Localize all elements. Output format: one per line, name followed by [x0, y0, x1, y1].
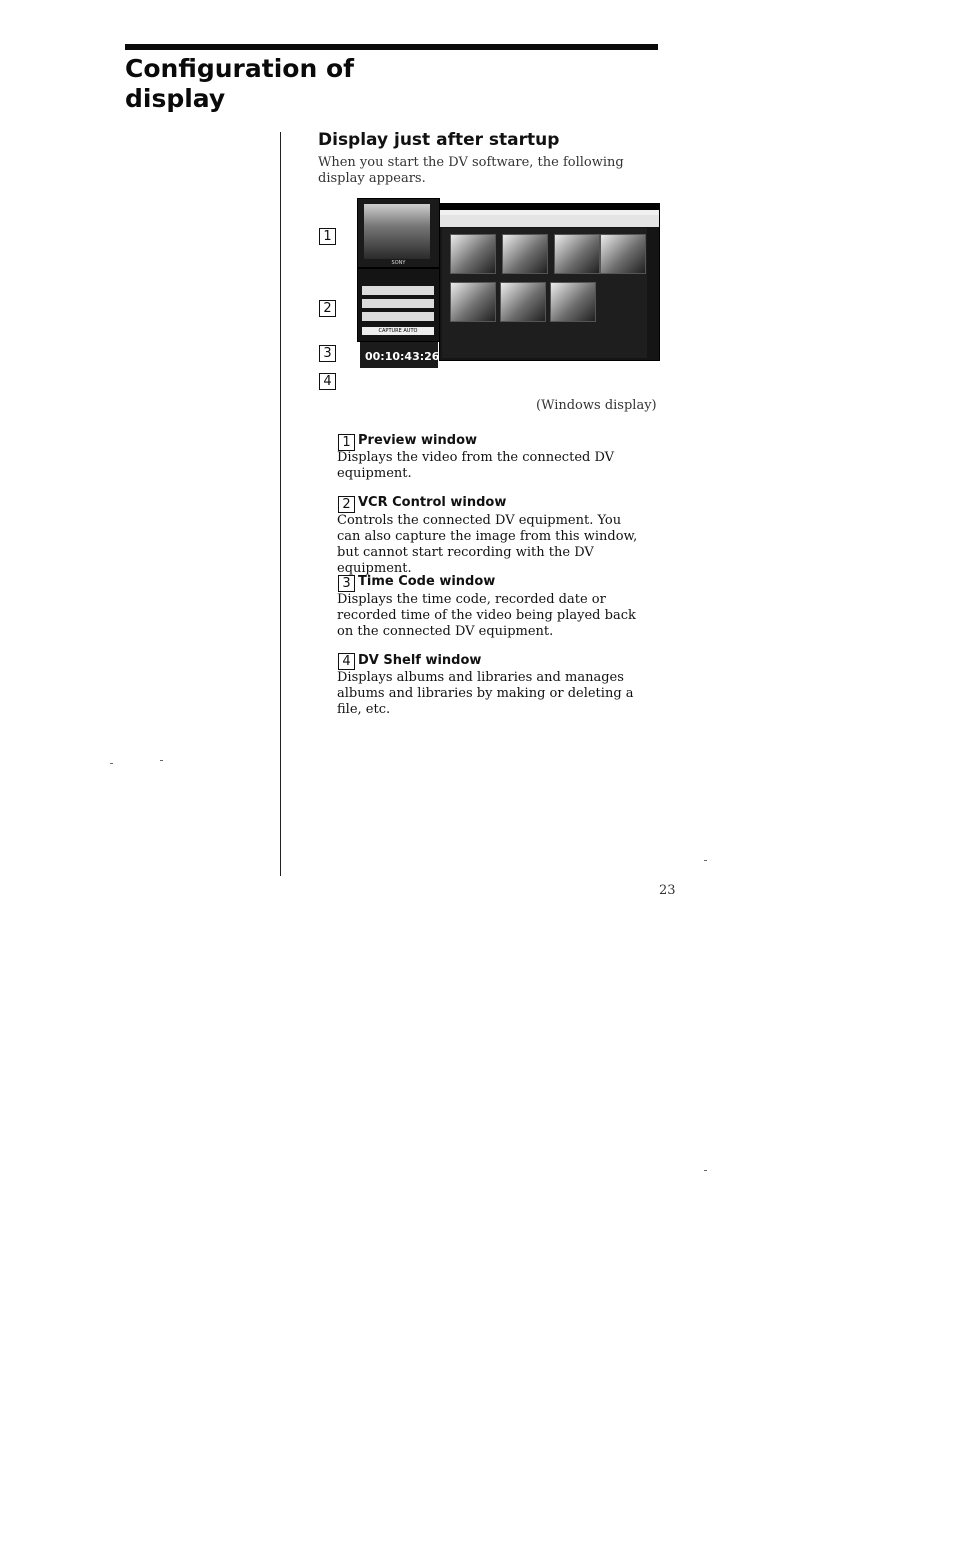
vcr-button-row — [362, 299, 434, 308]
item-number-2: 2 — [338, 496, 355, 513]
preview-window — [357, 198, 440, 268]
vcr-button-row — [362, 286, 434, 295]
item-body-dv-shelf-window: Displays albums and libraries and manages albums and libraries by making or deleting a file, etc. — [337, 670, 634, 717]
scan-speck — [704, 860, 707, 861]
figure-marker-2: 2 — [319, 300, 336, 317]
time-code-window — [360, 342, 438, 368]
page-title-text: Configuration of display — [125, 54, 354, 113]
margin-rule — [280, 132, 281, 876]
item-title-preview-window: Preview window — [358, 433, 478, 448]
shelf-toolbar — [440, 215, 659, 227]
preview-logo: SONY — [391, 260, 406, 266]
item-body-time-code-window: Displays the time code, recorded date or recorded time of the video being played back on the connected DV equipment. — [337, 592, 636, 639]
item-body-preview-window: Displays the video from the connected DV equipment. — [337, 450, 615, 481]
album-thumbnail — [554, 234, 600, 274]
album-thumbnail — [600, 234, 646, 274]
album-thumbnail — [450, 234, 496, 274]
item-title-time-code-window: Time Code window — [358, 574, 496, 589]
dv-shelf-window — [439, 203, 660, 361]
album-thumbnail — [550, 282, 596, 322]
shelf-thumbnail-grid — [442, 228, 647, 358]
scan-speck — [110, 763, 113, 764]
figure-caption: (Windows display) — [536, 398, 657, 413]
item-number-3: 3 — [338, 575, 355, 592]
auto-label: AUTO — [403, 328, 418, 334]
scan-speck — [704, 1170, 707, 1171]
item-number-4: 4 — [338, 653, 355, 670]
scan-speck — [160, 760, 163, 761]
vcr-button-row — [362, 312, 434, 321]
capture-label: CAPTURE — [378, 328, 402, 334]
section-heading: Display just after startup — [318, 130, 560, 150]
timecode-readout: 00:10:43:26 — [365, 350, 440, 363]
capture-button — [362, 327, 434, 335]
item-title-dv-shelf-window: DV Shelf window — [358, 653, 482, 668]
windows-screenshot-figure — [357, 198, 661, 374]
album-thumbnail — [450, 282, 496, 322]
figure-marker-4: 4 — [319, 373, 336, 390]
page-title — [125, 54, 385, 114]
item-title-vcr-control-window: VCR Control window — [358, 495, 507, 510]
figure-marker-3: 3 — [319, 345, 336, 362]
album-thumbnail — [502, 234, 548, 274]
album-thumbnail — [500, 282, 546, 322]
figure-marker-1: 1 — [319, 228, 336, 245]
section-intro: When you start the DV software, the following display appears. — [318, 155, 624, 186]
title-rule — [125, 44, 658, 50]
item-body-vcr-control-window: Controls the connected DV equipment. You can also capture the image from this window, but cannot start recording with the DV equipment. — [337, 513, 638, 576]
vcr-control-window — [357, 268, 440, 342]
page-number: 23 — [659, 883, 676, 898]
preview-image — [364, 204, 430, 259]
item-number-1: 1 — [338, 434, 355, 451]
